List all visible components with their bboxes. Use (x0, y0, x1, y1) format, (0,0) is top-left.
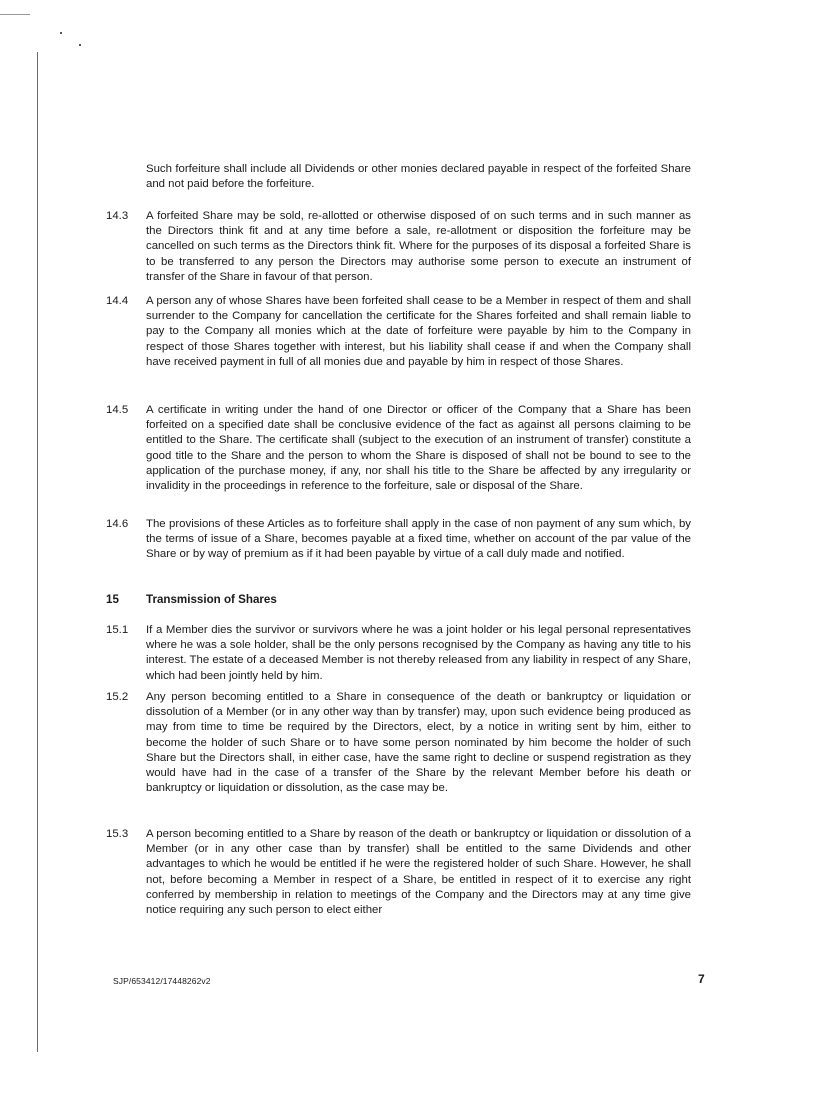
clause-number: 15.2 (106, 691, 129, 703)
scan-margin-line (37, 52, 38, 1052)
clause-text: The provisions of these Articles as to forfeiture shall apply in the case of non payment of any sum which, by the terms of issue of a Share, becomes payable at a fixed time, whether on account of the par value of the Share or by way of premium as if it had been payable by virtue of a call duly made and notified. (146, 518, 691, 561)
clause-number: 15.1 (106, 624, 129, 636)
clause-text: A person any of whose Shares have been forfeited shall cease to be a Member in respect of them and shall surrender to the Company for cancellation the certificate for the Shares forfeited and shall remain liable to pay to the Company all monies which at the date of forfeiture were payable by him to the Company in respect of those Shares together with interest, but his liability shall cease if and when the Company shall have received payment in full of all monies due and payable by him in respect of those Shares. (146, 295, 691, 368)
clause-text: If a Member dies the survivor or survivors where he was a joint holder or his legal personal representatives where he was a sole holder, shall be the only persons recognised by the Company as having any title to his interest. The estate of a deceased Member is not thereby released from any liability in respect of any Share, which had been jointly held by him. (146, 624, 691, 682)
section-number: 15 (106, 593, 119, 606)
clause-text: A person becoming entitled to a Share by reason of the death or bankruptcy or liquidation or dissolution of a Member (or in any other case than by transfer) shall be entitled to the same Dividends and other advantages to which he would be entitled if he were the registered holder of such Share. However, he shall not, before becoming a Member in respect of a Share, be entitled in respect of it to exercise any right conferred by membership in relation to meetings of the Company and the Directors may at any time give notice requiring any such person to elect either (146, 828, 691, 917)
clause-text: A certificate in writing under the hand of one Director or officer of the Company that a Share has been forfeited on a specified date shall be conclusive evidence of the fact as against all persons claiming to be entitled to the Share. The certificate shall (subject to the execution of an instrument of transfer) constitute a good title to the Share and the person to whom the Share is disposed of shall not be bound to see to the application of the purchase money, if any, nor shall his title to the Share be affected by any irregularity or invalidity in the proceedings in reference to the forfeiture, sale or disposal of the Share. (146, 404, 691, 493)
clause-number: 15.3 (106, 828, 129, 840)
intro-paragraph: Such forfeiture shall include all Dividends or other monies declared payable in respect of the forfeited Share and not paid before the forfeiture. (146, 163, 691, 191)
scan-artifact (79, 44, 81, 46)
page-number: 7 (698, 972, 705, 986)
scan-artifact (60, 32, 62, 34)
clause-number: 14.6 (106, 518, 129, 530)
clause-text: A forfeited Share may be sold, re-allotted or otherwise disposed of on such terms and in such manner as the Directors think fit and at any time before a sale, re-allotment or disposition the forfeiture may be cancelled on such terms as the Directors think fit. Where for the purposes of its disposal a forfeited Share is to be transferred to any person the Directors may authorise some person to execute an instrument of transfer of the Share in favour of that person. (146, 210, 691, 283)
clause-number: 14.5 (106, 404, 129, 416)
scan-artifact (0, 14, 30, 15)
section-title: Transmission of Shares (146, 593, 277, 606)
document-reference: SJP/653412/17448262v2 (113, 976, 211, 986)
clause-number: 14.4 (106, 295, 129, 307)
clause-text: Any person becoming entitled to a Share in consequence of the death or bankruptcy or liquidation or dissolution of a Member (or in any other way than by transfer) may, upon such evidence being produced as may from time to time be required by the Directors, elect, by a notice in writing sent by him, either to become the holder of such Share or to have some person nominated by him become the holder of such Share but the Directors shall, in either case, have the same right to decline or suspend registration as they would have had in the case of a transfer of the Share by the relevant Member before his death or bankruptcy or liquidation or dissolution, as the case may be. (146, 691, 691, 795)
clause-number: 14.3 (106, 210, 129, 222)
